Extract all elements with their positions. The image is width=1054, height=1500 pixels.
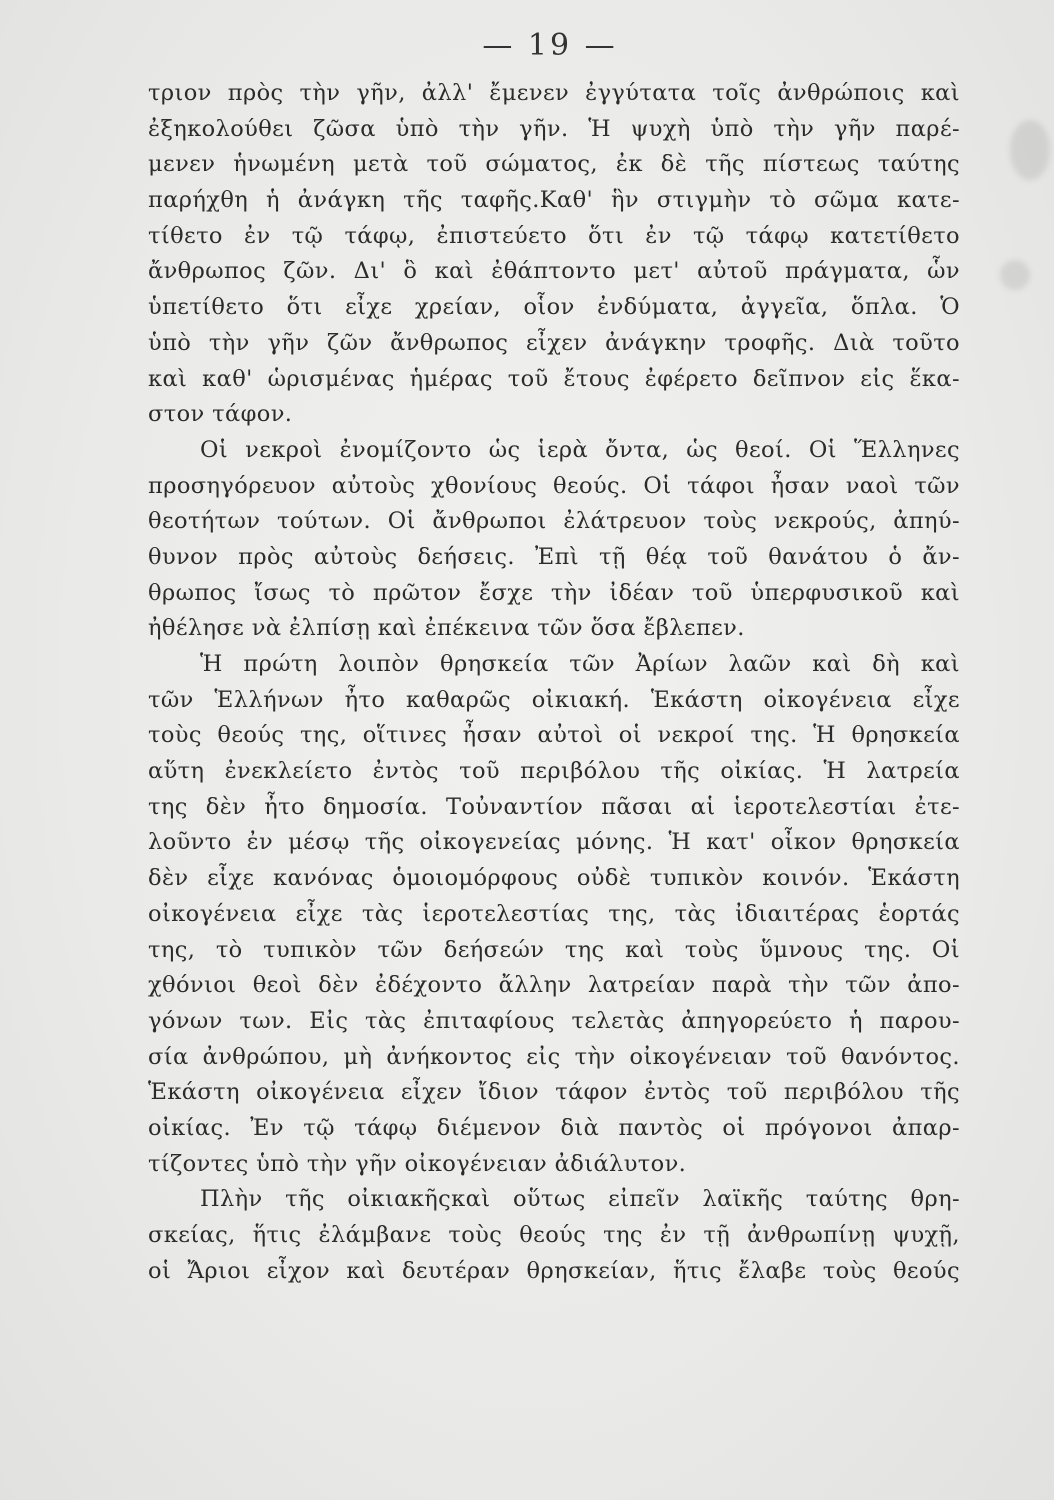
text-line: τίθετο ἐν τῷ τάφῳ, ἐπιστεύετο ὅτι ἐν τῷ τάφῳ κατετίθετο [148, 222, 960, 249]
text-line: μενεν ἡνωμένη μετὰ τοῦ σώματος, ἐκ δὲ τῆς πίστεως ταύτης [148, 151, 960, 178]
text-line: γόνων των. Εἰς τὰς ἐπιταφίους τελετὰς ἀπηγορεύετο ἡ παρου- [148, 1007, 960, 1034]
text-line: Ἡ πρώτη λοιπὸν θρησκεία τῶν Ἀρίων λαῶν καὶ δὴ καὶ [200, 651, 960, 677]
text-line: αὕτη ἐνεκλείετο ἐντὸς τοῦ περιβόλου τῆς οἰκίας. Ἡ λατρεία [148, 758, 960, 785]
text-line: λοῦντο ἐν μέσῳ τῆς οἰκογενείας μόνης. Ἡ κατ' οἶκον θρησκεία [148, 829, 960, 856]
text-line: οἱ Ἄριοι εἶχον καὶ δευτέραν θρησκείαν, ἥτις ἔλαβε τοὺς θεούς [148, 1257, 960, 1284]
text-line: οἰκίας. Ἐν τῷ τάφῳ διέμενον διὰ παντὸς οἱ πρόγονοι ἀπαρ- [148, 1114, 960, 1141]
text-line: ἐξηκολούθει ζῶσα ὑπὸ τὴν γῆν. Ἡ ψυχὴ ὑπὸ τὴν γῆν παρέ- [148, 115, 960, 142]
text-line: καὶ καθ' ὡρισμένας ἡμέρας τοῦ ἔτους ἐφέρετο δεῖπνον εἰς ἕκα- [148, 365, 960, 392]
text-line: προσηγόρευον αὐτοὺς χθονίους θεούς. Οἱ τάφοι ἦσαν ναοὶ τῶν [148, 472, 960, 499]
text-line: δὲν εἶχε κανόνας ὁμοιομόρφους οὐδὲ τυπικὸν κοινόν. Ἑκάστη [148, 865, 960, 892]
paragraph [148, 76, 960, 433]
text-line: ὑπετίθετο ὅτι εἶχε χρείαν, οἷον ἐνδύματα, ἀγγεῖα, ὅπλα. Ὁ [148, 294, 960, 321]
text-line: τοὺς θεούς της, οἵτινες ἦσαν αὐτοὶ οἱ νεκροί της. Ἡ θρησκεία [148, 722, 960, 749]
text-line: στον τάφον. [148, 401, 293, 428]
text-line: ἠθέλησε νὰ ἐλπίσῃ καὶ ἐπέκεινα τῶν ὅσα ἔβλεπεν. [148, 615, 745, 642]
text-line: ὑπὸ τὴν γῆν ζῶν ἄνθρωπος εἶχεν ἀνάγκην τροφῆς. Διὰ τοῦτο [148, 329, 960, 356]
paragraph [148, 647, 960, 1182]
text-line: τίζοντες ὑπὸ τὴν γῆν οἰκογένειαν ἀδιάλυτον. [148, 1150, 687, 1177]
text-line: θρωπος ἴσως τὸ πρῶτον ἔσχε τὴν ἰδέαν τοῦ ὑπερφυσικοῦ καὶ [148, 579, 960, 606]
paper-stain [1010, 120, 1050, 180]
paper-stain [1000, 260, 1030, 290]
page-number: — 19 — [482, 28, 618, 63]
body-text [148, 76, 960, 1289]
text-line: Ἑκάστη οἰκογένεια εἶχεν ἴδιον τάφον ἐντὸς τοῦ περιβόλου τῆς [148, 1079, 960, 1106]
text-line: της δὲν ἦτο δημοσία. Τοὐναντίον πᾶσαι αἱ ἱεροτελεστίαι ἐτε- [148, 793, 960, 820]
text-line: τῶν Ἑλλήνων ἦτο καθαρῶς οἰκιακή. Ἑκάστη οἰκογένεια εἶχε [148, 686, 960, 713]
text-line: ἄνθρωπος ζῶν. Δι' ὃ καὶ ἐθάπτοντο μετ' αὐτοῦ πράγματα, ὧν [148, 258, 960, 285]
text-line: οἰκογένεια εἶχε τὰς ἱεροτελεστίας της, τὰς ἰδιαιτέρας ἑορτάς [148, 900, 960, 927]
text-line: θυνον πρὸς αὐτοὺς δεήσεις. Ἐπὶ τῇ θέᾳ τοῦ θανάτου ὁ ἄν- [148, 543, 960, 570]
text-line: θεοτήτων τούτων. Οἱ ἄνθρωποι ἐλάτρευον τοὺς νεκρούς, ἀπηύ- [148, 508, 960, 535]
paragraph [148, 433, 960, 647]
paragraph [148, 1182, 960, 1289]
text-line: της, τὸ τυπικὸν τῶν δεήσεών της καὶ τοὺς ὕμνους της. Οἱ [148, 936, 960, 963]
text-line: σκείας, ἥτις ἐλάμβανε τοὺς θεούς της ἐν τῇ ἀνθρωπίνῃ ψυχῇ, [148, 1222, 960, 1248]
text-line: Οἱ νεκροὶ ἐνομίζοντο ὡς ἱερὰ ὄντα, ὡς θεοί. Οἱ Ἕλληνες [200, 436, 960, 463]
text-line: σία ἀνθρώπου, μὴ ἀνήκοντος εἰς τὴν οἰκογένειαν τοῦ θανόντος. [148, 1043, 960, 1070]
text-line: Πλὴν τῆς οἰκιακῆςκαὶ οὕτως εἰπεῖν λαϊκῆς ταύτης θρη- [200, 1186, 960, 1213]
text-line: χθόνιοι θεοὶ δὲν ἐδέχοντο ἄλλην λατρείαν παρὰ τὴν τῶν ἀπο- [148, 972, 960, 999]
text-line: τριον πρὸς τὴν γῆν, ἀλλ' ἔμενεν ἐγγύτατα τοῖς ἀνθρώποις καὶ [148, 80, 960, 106]
text-line: παρήχθη ἡ ἀνάγκη τῆς ταφῆς.Καθ' ἣν στιγμὴν τὸ σῶμα κατε- [148, 187, 960, 214]
